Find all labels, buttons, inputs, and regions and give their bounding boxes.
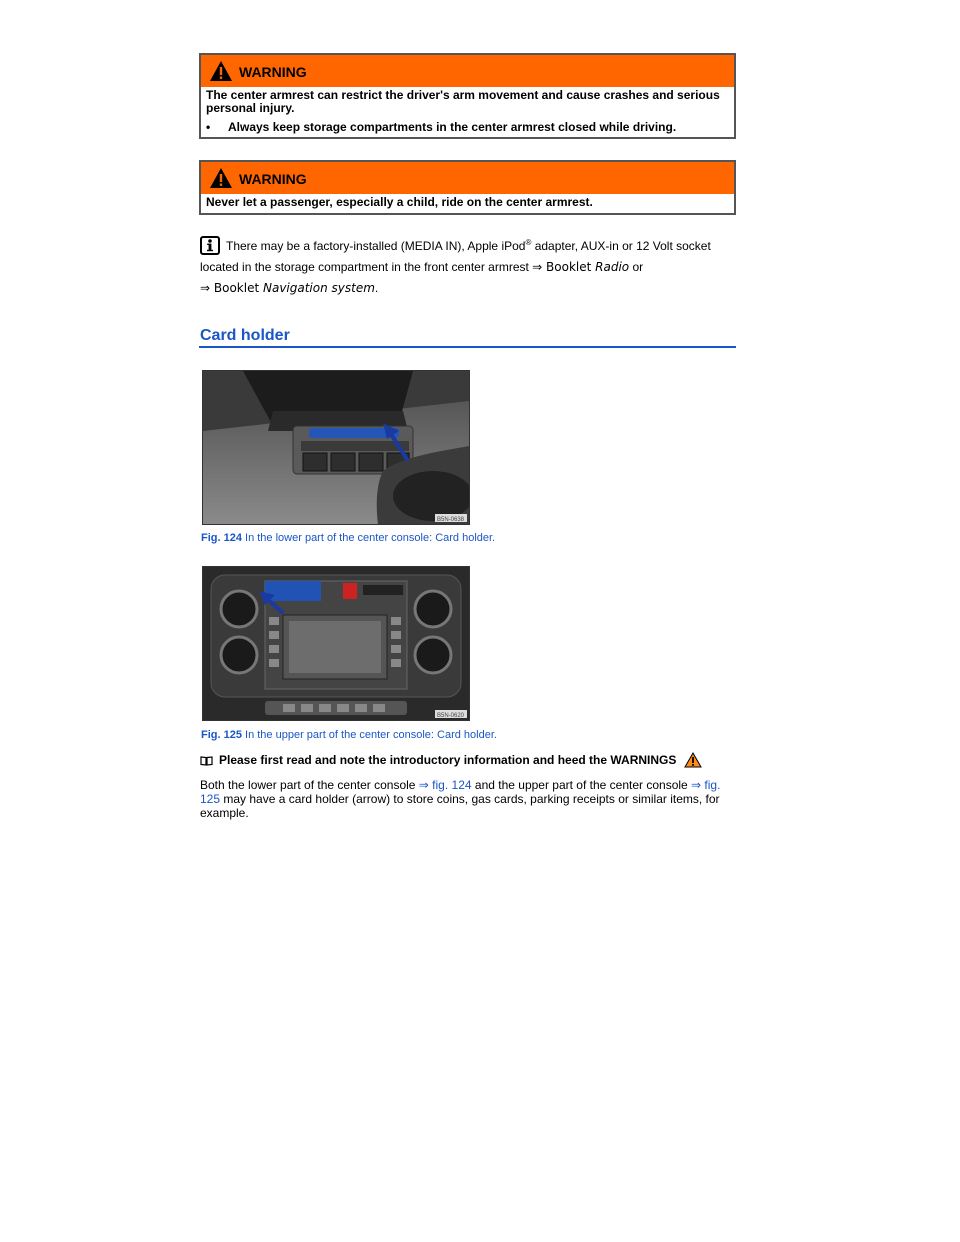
warning-title: WARNING xyxy=(239,64,307,80)
warning-box-armrest xyxy=(199,53,736,139)
info-note xyxy=(200,232,740,299)
registered-mark: ® xyxy=(525,238,532,247)
warning-header xyxy=(201,162,734,194)
figure-code: B5N-0638 xyxy=(437,517,465,523)
section-title: Card holder xyxy=(200,327,290,344)
warning-header xyxy=(201,55,734,87)
warning-triangle-icon xyxy=(209,167,233,189)
warning-title: WARNING xyxy=(239,171,307,187)
figure-125-caption xyxy=(201,729,497,741)
note-text-4: . xyxy=(374,281,379,295)
figure-125-image xyxy=(202,566,470,721)
figure-124-caption xyxy=(201,532,495,544)
caption-text: In the lower part of the center console: Card holder. xyxy=(241,532,496,544)
body-text-1: Both the lower part of the center console xyxy=(200,778,419,792)
bullet-dot: • xyxy=(206,120,211,134)
warning-body xyxy=(201,194,734,213)
intro-text: Please first read and note the introductory information and heed the WARNINGS xyxy=(219,753,677,767)
info-icon xyxy=(200,236,220,255)
book-icon xyxy=(200,755,213,766)
section-divider xyxy=(199,346,736,348)
warning-box-passenger xyxy=(199,160,736,215)
link-fig-125[interactable]: ⇒ fig. 125 xyxy=(200,778,721,806)
booklet-ref-radio[interactable]: ⇒ Booklet Radio xyxy=(532,260,630,274)
intro-line xyxy=(200,752,702,768)
figure-code: B5N-0620 xyxy=(437,713,465,719)
warning-triangle-icon xyxy=(209,60,233,82)
warning-bullet-text: Always keep storage compartments in the center armrest closed while driving. xyxy=(228,120,677,134)
warning-body xyxy=(201,87,734,137)
note-text-3: or xyxy=(629,260,644,274)
figure-124-image xyxy=(202,370,470,525)
body-paragraph xyxy=(200,778,740,820)
warning-text: Never let a passenger, especially a child, ride on the center armrest. xyxy=(206,195,593,209)
note-text-2: adapter, AUX-in or 12 Volt socket located in the storage compartment in the front center armrest xyxy=(200,239,711,274)
warning-triangle-icon xyxy=(684,752,702,768)
body-text-3: may have a card holder (arrow) to store coins, gas cards, parking receipts or similar items, for example. xyxy=(200,792,720,820)
link-fig-124[interactable]: ⇒ fig. 124 xyxy=(418,778,472,792)
warning-bullet xyxy=(206,121,729,134)
caption-text: In the upper part of the center console: Card holder. xyxy=(241,729,497,741)
booklet-ref-navigation[interactable]: ⇒ Booklet Navigation system xyxy=(200,281,375,295)
body-text-2: and the upper part of the center console xyxy=(471,778,692,792)
warning-text: The center armrest can restrict the driver's arm movement and cause crashes and serious personal injury. xyxy=(206,88,720,115)
figure-label: Fig. 124 xyxy=(201,532,242,544)
note-text-1: There may be a factory-installed (MEDIA IN), Apple iPod xyxy=(226,239,526,253)
figure-label: Fig. 125 xyxy=(201,729,242,741)
